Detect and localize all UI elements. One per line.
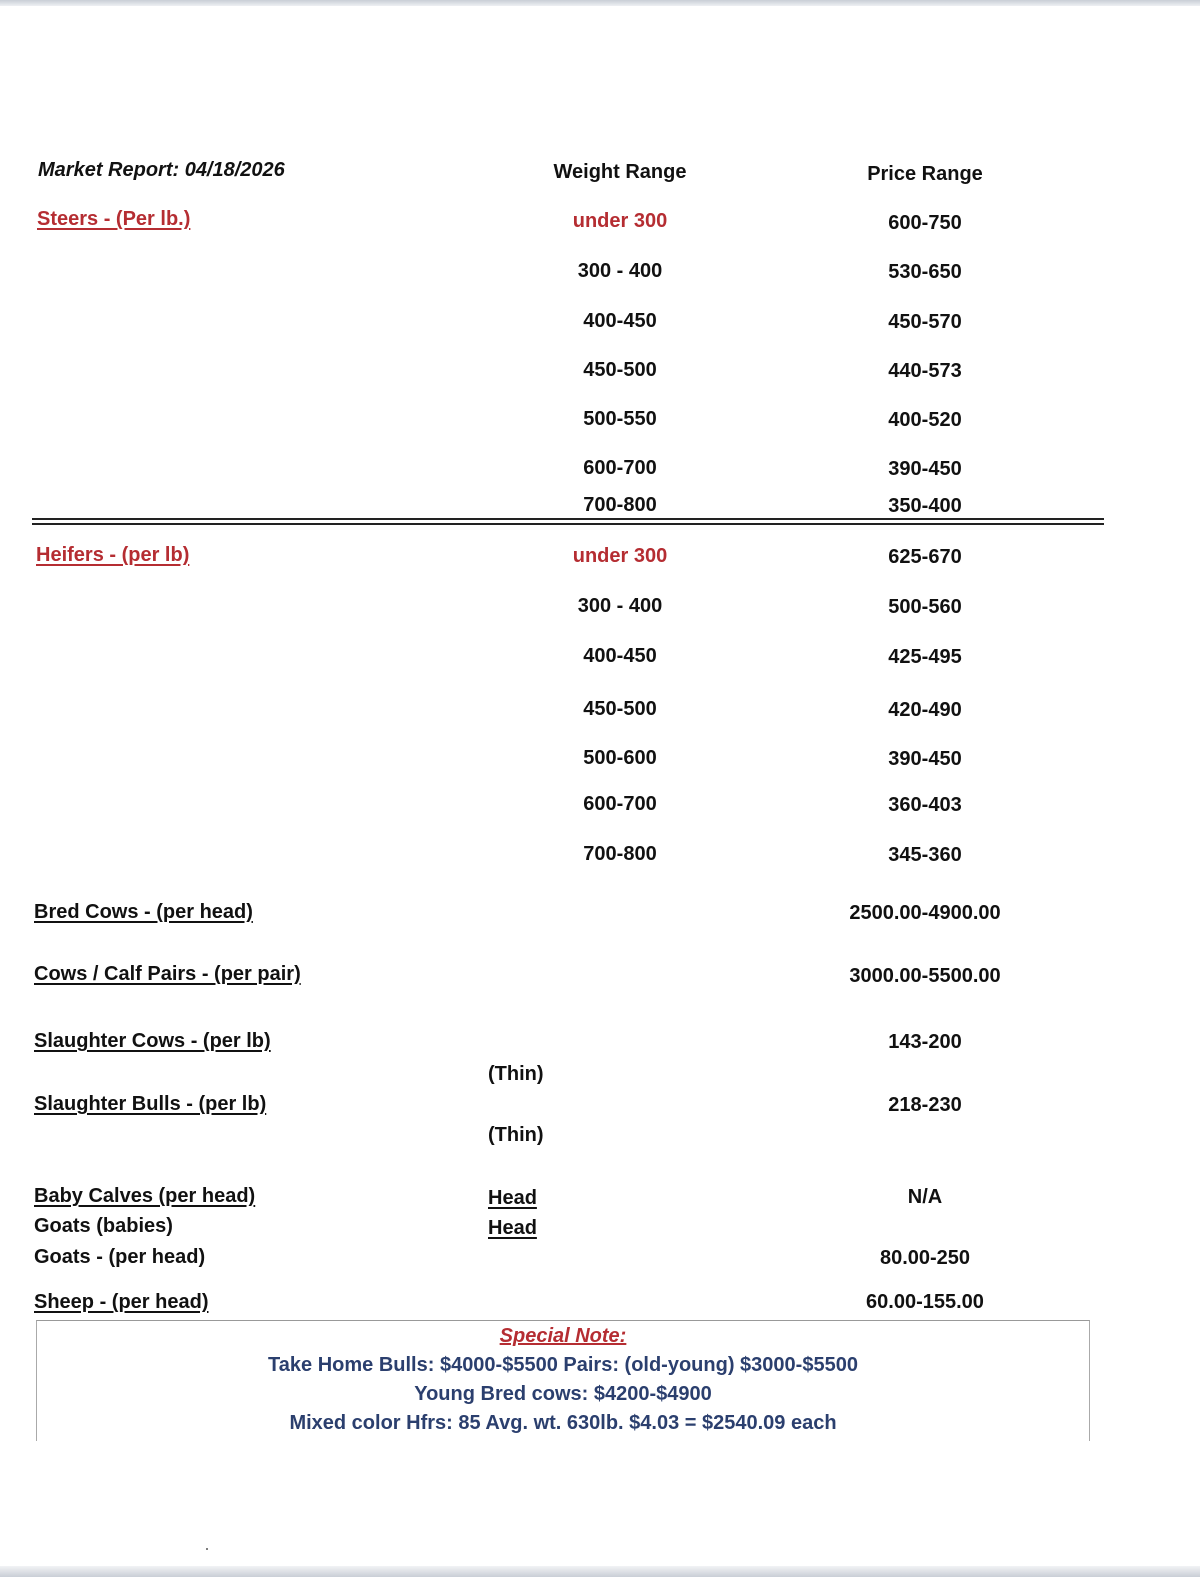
weight-range-header: Weight Range (553, 161, 687, 183)
steers-weight: 600-700 (583, 457, 657, 479)
heifers-weight: 600-700 (583, 793, 657, 815)
steers-weight: 450-500 (583, 359, 657, 381)
heifers-price: 425-495 (888, 646, 962, 668)
section-divider (32, 518, 1104, 520)
steers-price: 450-570 (888, 311, 962, 333)
special-note-title: Special Note: (499, 1325, 627, 1347)
steers-weight: under 300 (572, 210, 668, 232)
heifers-weight: 500-600 (583, 747, 657, 769)
report-title: Market Report: 04/18/2026 (38, 159, 285, 181)
baby-calves-price: N/A (907, 1186, 943, 1208)
heifers-weight: under 300 (572, 545, 668, 567)
slaughter-cows-note: (Thin) (488, 1063, 544, 1085)
steers-weight: 700-800 (583, 494, 657, 516)
baby-calves-label: Baby Calves (per head) (34, 1185, 256, 1207)
scan-edge-top (0, 0, 1200, 6)
steers-price: 350-400 (888, 495, 962, 517)
steers-price: 440-573 (888, 360, 962, 382)
special-note-box (36, 1320, 1090, 1441)
heifers-price: 390-450 (888, 748, 962, 770)
scan-speck (206, 1548, 208, 1550)
heifers-price: 500-560 (888, 596, 962, 618)
slaughter-cows-label: Slaughter Cows - (per lb) (34, 1030, 271, 1052)
heifers-price: 625-670 (888, 546, 962, 568)
goats-babies-label: Goats (babies) (34, 1215, 173, 1237)
goats-label: Goats - (per head) (34, 1246, 206, 1268)
steers-weight: 400-450 (583, 310, 657, 332)
slaughter-bulls-label: Slaughter Bulls - (per lb) (34, 1093, 267, 1115)
special-note-line: Take Home Bulls: $4000-$5500 Pairs: (old-young) $3000-$5500 (268, 1354, 858, 1376)
heifers-price: 360-403 (888, 794, 962, 816)
steers-price: 530-650 (888, 261, 962, 283)
sheep-price: 60.00-155.00 (866, 1291, 984, 1313)
bred-cows-label: Bred Cows - (per head) (34, 901, 253, 923)
bred-cows-price: 2500.00-4900.00 (849, 902, 1001, 924)
heifers-weight: 400-450 (583, 645, 657, 667)
steers-weight: 300 - 400 (577, 260, 663, 282)
sheep-label: Sheep - (per head) (34, 1291, 209, 1313)
heifers-weight: 300 - 400 (577, 595, 663, 617)
baby-calves-unit: Head (488, 1187, 537, 1209)
goats-price: 80.00-250 (879, 1247, 971, 1269)
goats-babies-unit: Head (488, 1217, 537, 1239)
heifers-label: Heifers - (per lb) (36, 544, 190, 566)
special-note-line: Mixed color Hfrs: 85 Avg. wt. 630lb. $4.03 = $2540.09 each (289, 1412, 837, 1434)
slaughter-bulls-price: 218-230 (888, 1094, 962, 1116)
slaughter-bulls-note: (Thin) (488, 1124, 544, 1146)
steers-weight: 500-550 (583, 408, 657, 430)
cow-calf-pairs-price: 3000.00-5500.00 (849, 965, 1001, 987)
price-range-header: Price Range (867, 163, 983, 185)
cow-calf-pairs-label: Cows / Calf Pairs - (per pair) (34, 963, 301, 985)
steers-price: 390-450 (888, 458, 962, 480)
steers-label: Steers - (Per lb.) (37, 208, 191, 230)
special-note-line: Young Bred cows: $4200-$4900 (414, 1383, 712, 1405)
heifers-price: 420-490 (888, 699, 962, 721)
heifers-weight: 450-500 (583, 698, 657, 720)
section-divider (32, 523, 1104, 525)
slaughter-cows-price: 143-200 (888, 1031, 962, 1053)
steers-price: 400-520 (888, 409, 962, 431)
steers-price: 600-750 (888, 212, 962, 234)
heifers-price: 345-360 (888, 844, 962, 866)
scan-edge-bottom (0, 1566, 1200, 1577)
heifers-weight: 700-800 (583, 843, 657, 865)
